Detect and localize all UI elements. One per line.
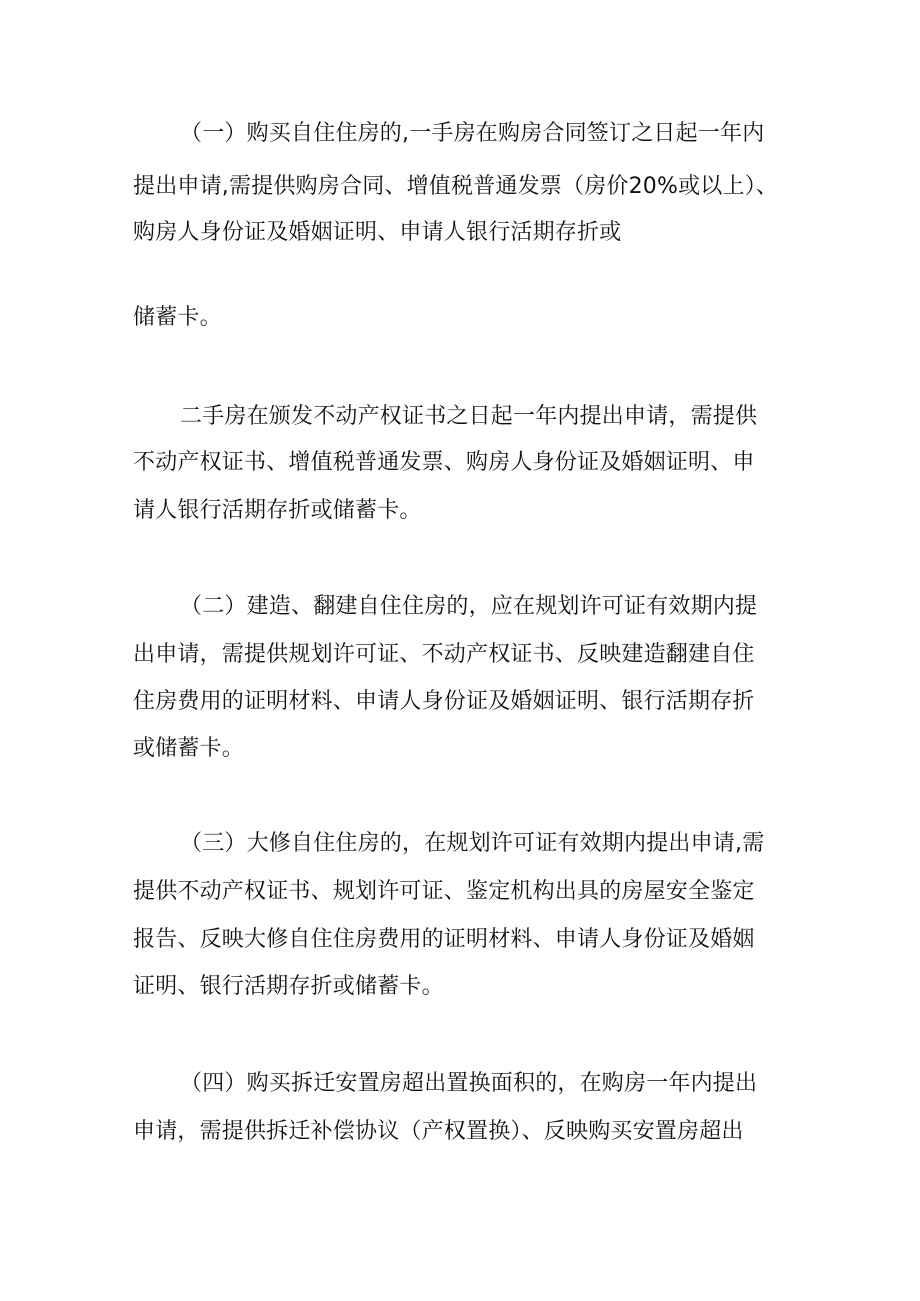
- paragraph-5-line-3: 报告、反映大修自住住房费用的证明材料、申请人身份证及婚姻: [133, 927, 755, 952]
- paragraph-6-line-1: （四）购买拆迁安置房超出置换面积的，在购房一年内提出: [180, 1071, 758, 1096]
- paragraph-3-line-2: 不动产权证书、增值税普通发票、购房人身份证及婚姻证明、申: [133, 450, 755, 475]
- paragraph-3-line-1: 二手房在颁发不动产权证书之日起一年内提出申请，需提供: [180, 404, 758, 429]
- paragraph-4-line-3: 住房费用的证明材料、申请人身份证及婚姻证明、银行活期存折: [133, 689, 755, 714]
- paragraph-5-line-2: 提供不动产权证书、规划许可证、鉴定机构出具的房屋安全鉴定: [133, 879, 755, 904]
- paragraph-4-line-1: （二）建造、翻建自住住房的，应在规划许可证有效期内提: [180, 594, 758, 619]
- paragraph-5-line-1: （三）大修自住住房的，在规划许可证有效期内提出申请,需: [180, 831, 765, 856]
- paragraph-5-line-4: 证明、银行活期存折或储蓄卡。: [133, 974, 444, 999]
- paragraph-1-line-1: （一）购买自住住房的,一手房在购房合同签订之日起一年内: [180, 121, 765, 146]
- paragraph-4-line-2: 出申请，需提供规划许可证、不动产权证书、反映建造翻建自住: [133, 642, 755, 667]
- paragraph-6-line-2: 申请，需提供拆迁补偿协议（产权置换）、反映购买安置房超出: [133, 1119, 744, 1144]
- paragraph-4-line-4: 或储蓄卡。: [133, 736, 245, 761]
- paragraph-3-line-3: 请人银行活期存折或储蓄卡。: [133, 498, 422, 523]
- paragraph-1-line-2: 提出申请,需提供购房合同、增值税普通发票（房价20%或以上）、: [133, 174, 779, 199]
- paragraph-2-line-1: 储蓄卡。: [133, 305, 222, 330]
- paragraph-1-line-3: 购房人身份证及婚姻证明、申请人银行活期存折或: [133, 220, 622, 245]
